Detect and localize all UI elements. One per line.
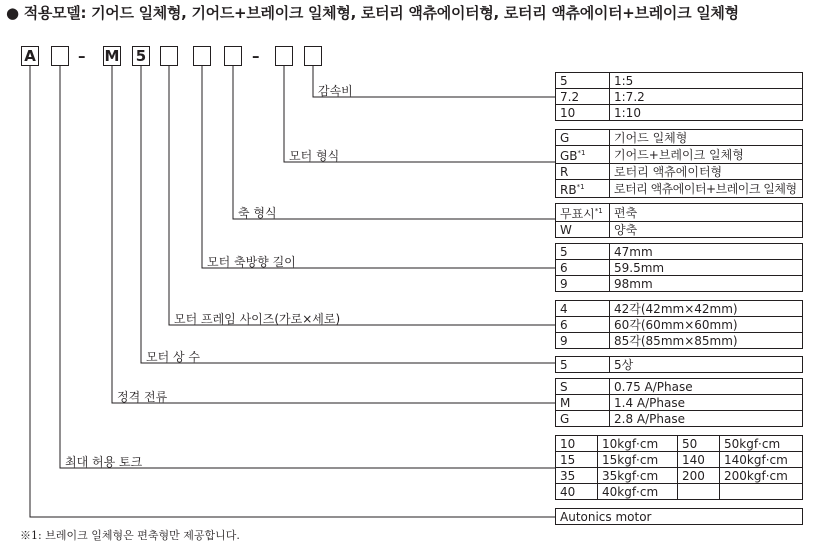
table-row (556, 146, 803, 164)
table-cell: 로터리 액츄에이터+브레이크 일체형 (610, 180, 803, 198)
table-cell: 98mm (610, 276, 803, 292)
table-cell: 무표시$^{*1}$ (556, 204, 610, 222)
frame-table (555, 300, 803, 349)
table-row (556, 333, 803, 349)
table-row (556, 357, 803, 373)
footnote-mark: *1 (577, 149, 586, 157)
table-cell: 5 (556, 357, 610, 373)
table-cell: 50 (678, 436, 720, 452)
table-cell: 15kgf·cm (598, 452, 678, 468)
table-cell: 1.4 A/Phase (610, 395, 803, 411)
label-ratio: 감속비 (318, 84, 353, 98)
table-row (556, 395, 803, 411)
table-cell: 40kgf·cm (598, 484, 678, 500)
table-cell: 0.75 A/Phase (610, 379, 803, 395)
table-cell: 10 (556, 436, 598, 452)
table-row (556, 204, 803, 222)
table-cell: 35 (556, 468, 598, 484)
table-cell: 5상 (610, 357, 803, 373)
table-row (556, 317, 803, 333)
motor-type-table (555, 129, 803, 198)
table-cell: S (556, 379, 610, 395)
table-cell: 42각(42mm×42mm) (610, 301, 803, 317)
table-row (556, 301, 803, 317)
footnote: ※1: 브레이크 일체형은 편축형만 제공합니다. (20, 529, 240, 542)
current-table (555, 378, 803, 427)
table-cell (720, 484, 803, 500)
table-cell: 1:7.2 (610, 89, 803, 105)
code-box-phase: 5 (132, 46, 150, 66)
table-row (556, 411, 803, 427)
table-row (556, 105, 803, 121)
table-cell: 60각(60mm×60mm) (610, 317, 803, 333)
label-shaft-type: 축 형식 (238, 206, 277, 220)
table-row (556, 164, 803, 180)
label-phase: 모터 상 수 (146, 350, 200, 364)
table-cell (678, 484, 720, 500)
table-cell: 10 (556, 105, 610, 121)
table-cell: 10kgf·cm (598, 436, 678, 452)
table-cell: 47mm (610, 244, 803, 260)
label-motor-length: 모터 축방향 길이 (207, 255, 296, 269)
table-cell: 6 (556, 317, 610, 333)
table-cell: 40 (556, 484, 598, 500)
table-cell: 200 (678, 468, 720, 484)
table-cell: 9 (556, 276, 610, 292)
table-cell: Autonics motor (556, 509, 803, 525)
table-cell: 7.2 (556, 89, 610, 105)
table-row (556, 180, 803, 198)
length-table (555, 243, 803, 292)
table-row (556, 89, 803, 105)
table-cell: 1:10 (610, 105, 803, 121)
shaft-table (555, 203, 803, 238)
label-current: 정격 전류 (117, 390, 168, 404)
table-row (556, 452, 803, 468)
label-frame-size: 모터 프레임 사이즈(가로×세로) (174, 312, 341, 326)
table-row (556, 379, 803, 395)
brand-table (555, 508, 803, 525)
table-cell: 9 (556, 333, 610, 349)
table-cell: 50kgf·cm (720, 436, 803, 452)
label-torque: 최대 허용 토크 (65, 455, 143, 469)
table-cell: 6 (556, 260, 610, 276)
table-cell: 1:5 (610, 73, 803, 89)
table-cell: 140 (678, 452, 720, 468)
table-cell: G (556, 411, 610, 427)
table-cell: G (556, 130, 610, 146)
table-cell: R (556, 164, 610, 180)
table-cell: 기어드+브레이크 일체형 (610, 146, 803, 164)
code-box-series: A (21, 46, 39, 66)
code-dash: – (252, 47, 260, 65)
ratio-table (555, 72, 803, 121)
code-dash: – (78, 47, 86, 65)
table-row (556, 436, 803, 452)
table-cell: 4 (556, 301, 610, 317)
table-cell: 5 (556, 244, 610, 260)
table-row (556, 484, 803, 500)
table-row (556, 73, 803, 89)
table-cell: 35kgf·cm (598, 468, 678, 484)
table-cell: M (556, 395, 610, 411)
footnote-mark: *1 (594, 207, 603, 215)
code-box-current: M (104, 47, 120, 65)
table-row (556, 130, 803, 146)
torque-table (555, 435, 803, 500)
table-row (556, 260, 803, 276)
table-row (556, 276, 803, 292)
label-motor-type: 모터 형식 (289, 149, 340, 163)
table-row (556, 222, 803, 238)
table-cell: 85각(85mm×85mm) (610, 333, 803, 349)
table-cell: 200kgf·cm (720, 468, 803, 484)
table-row (556, 509, 803, 525)
table-cell: 2.8 A/Phase (610, 411, 803, 427)
footnote-mark: *1 (576, 183, 585, 191)
phase-table (555, 356, 803, 373)
table-cell: 15 (556, 452, 598, 468)
table-cell: RB$^{*1}$ (556, 180, 610, 198)
page-title: ● 적용모델: 기어드 일체형, 기어드+브레이크 일체형, 로터리 액츄에이터형, 로터리 액츄에이터+브레이크 일체형 (6, 4, 739, 22)
table-cell: 59.5mm (610, 260, 803, 276)
table-cell: 기어드 일체형 (610, 130, 803, 146)
table-row (556, 468, 803, 484)
table-cell: 140kgf·cm (720, 452, 803, 468)
table-cell: 로터리 액츄에이터형 (610, 164, 803, 180)
table-cell: GB$^{*1}$ (556, 146, 610, 164)
table-row (556, 244, 803, 260)
table-cell: W (556, 222, 610, 238)
table-cell: 양축 (610, 222, 803, 238)
table-cell: 편축 (610, 204, 803, 222)
table-cell: 5 (556, 73, 610, 89)
